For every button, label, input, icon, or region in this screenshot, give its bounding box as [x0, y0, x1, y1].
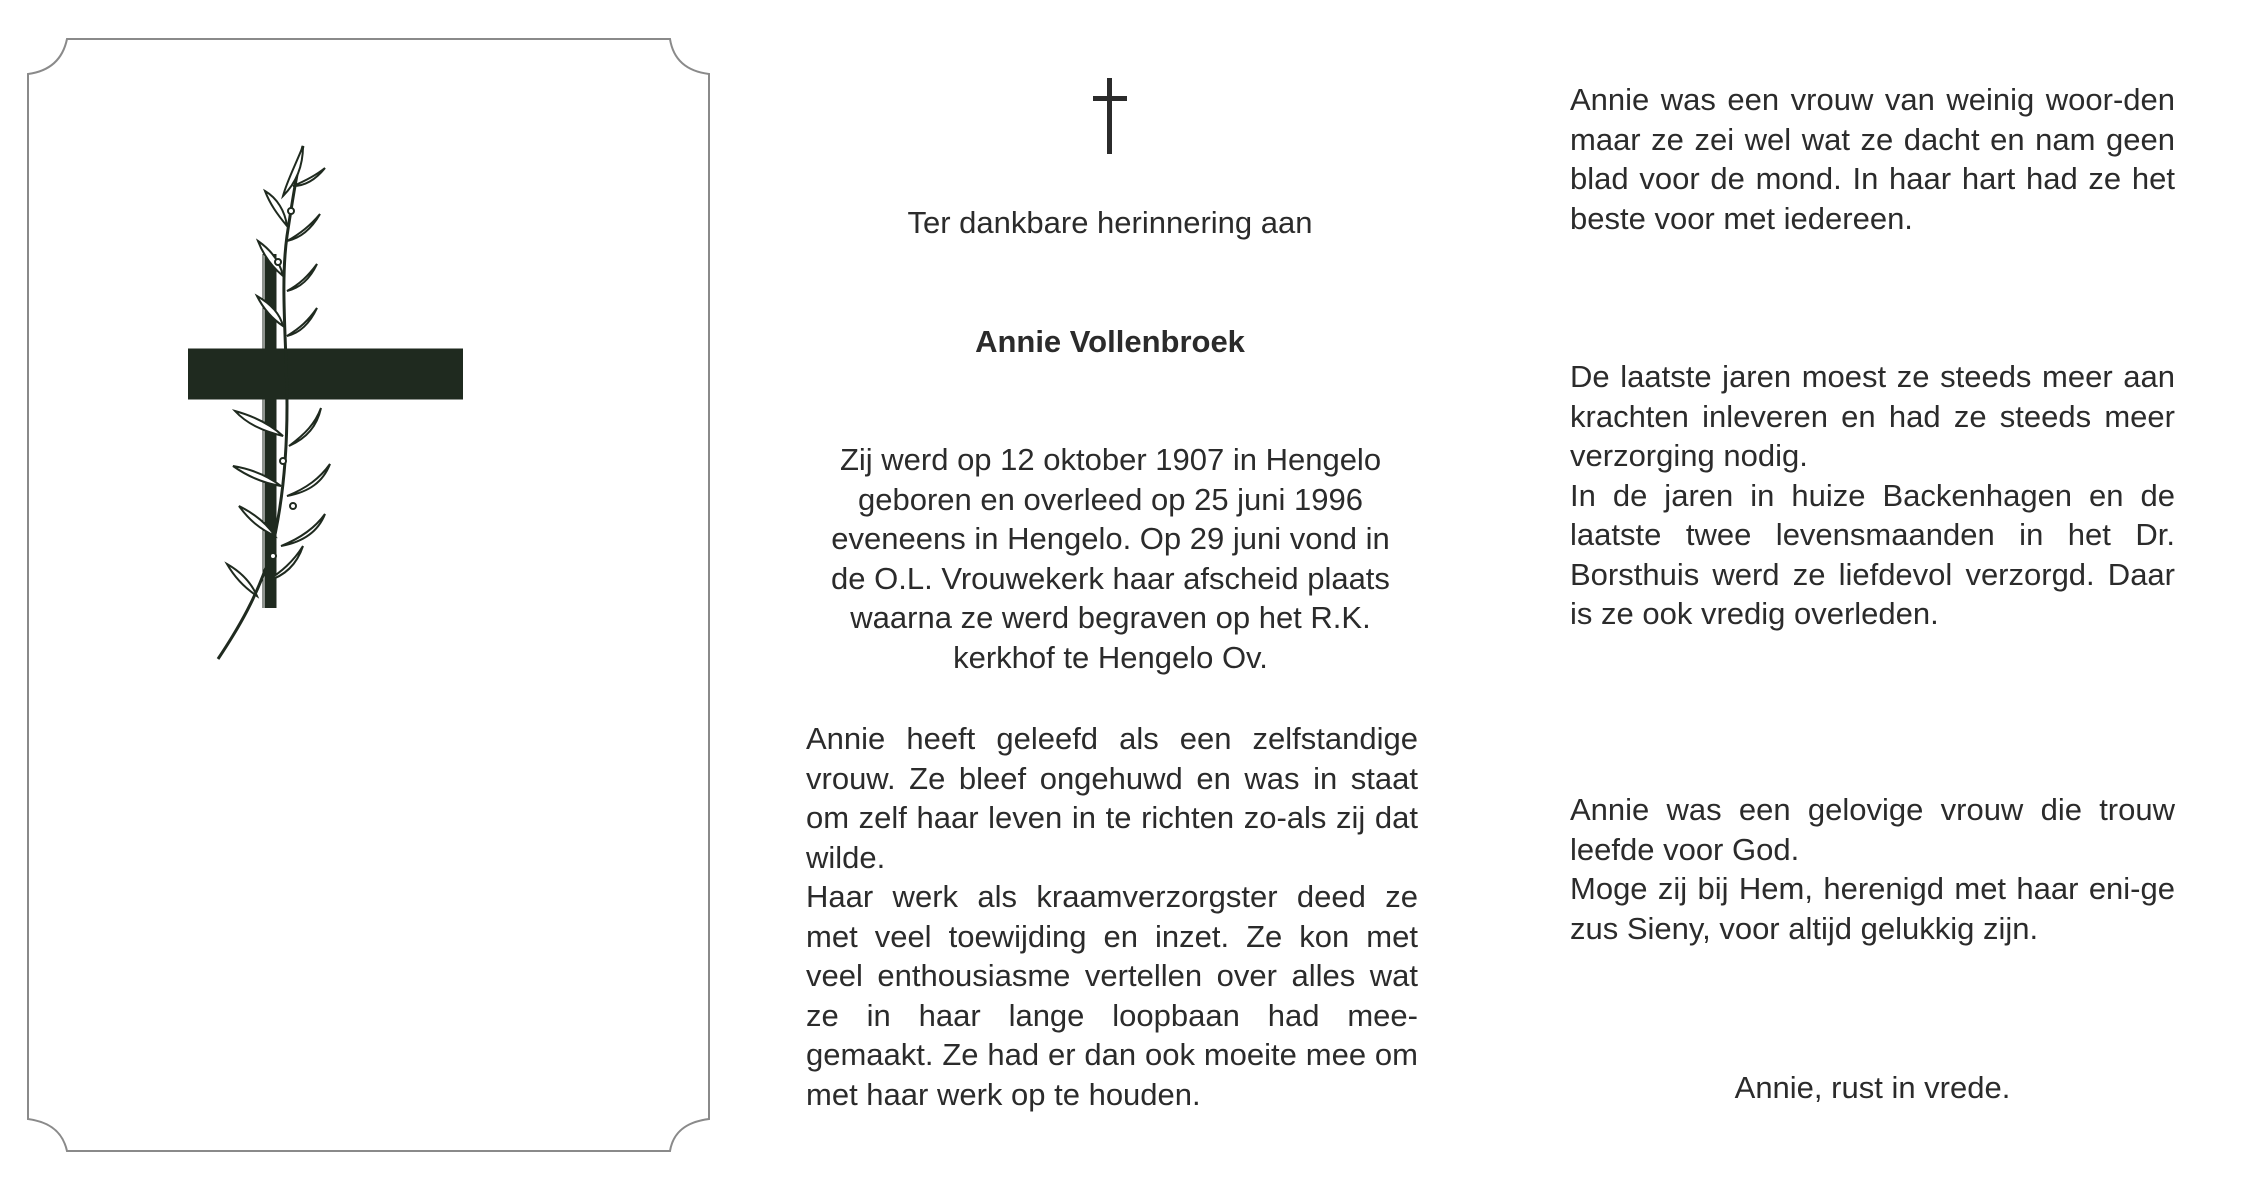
life-paragraph: Annie heeft geleefd als een zelfstandige vrouw. Ze bleef ongehuwd en was in staat om zelf haar leven in te richten zo-als zij dat wilde. — [806, 721, 1418, 875]
care-section — [1570, 357, 2175, 634]
care-paragraph: De laatste jaren moest ze steeds meer aan krachten inleveren en had ze steeds meer verzorging nodig. — [1570, 359, 2175, 473]
card-border — [28, 39, 709, 1151]
intro-text: Ter dankbare herinnering aan — [907, 205, 1313, 240]
character-paragraph: Annie was een vrouw van weinig woor-den maar ze zei wel wat ze dacht en nam geen blad voor de mond. In haar hart had ze het beste voor met iedereen. — [1570, 82, 2175, 236]
bio-line: eveneens in Hengelo. Op 29 juni vond in — [831, 521, 1390, 556]
care-paragraph: In de jaren in huize Backenhagen en de laatste twee levensmaanden in het Dr. Borsthuis werd ze liefdevol verzorgd. Daar is ze ook vredig overleden. — [1570, 477, 2175, 631]
faith-section — [1570, 790, 2175, 948]
life-paragraph: Haar werk als kraamverzorgster deed ze met veel toewijding en inzet. Ze kon met veel enthousiasme vertellen over alles wat ze in haar lange loopbaan had mee-gemaakt. Ze had er dan ook moeite mee om met haar werk op te houden. — [806, 879, 1418, 1112]
bio-line: waarna ze werd begraven op het R.K. — [850, 600, 1371, 635]
deceased-name: Annie Vollenbroek — [975, 324, 1245, 359]
cross-with-olive-branch-icon — [25, 36, 712, 1154]
cross-icon — [1085, 78, 1135, 154]
card-front-panel — [25, 36, 712, 1154]
bio-line: Zij werd op 12 oktober 1907 in Hengelo — [839, 442, 1382, 477]
faith-paragraph: Annie was een gelovige vrouw die trouw leefde voor God. — [1570, 792, 2175, 867]
bio-line: de O.L. Vrouwekerk haar afscheid plaats — [831, 560, 1390, 596]
life-section — [806, 719, 1418, 1114]
faith-paragraph: Moge zij bij Hem, herenigd met haar eni-ge zus Sieny, voor altijd gelukkig zijn. — [1570, 871, 2175, 946]
bio-line: geboren en overleed op 25 juni 1996 — [857, 481, 1364, 517]
bio-line: kerkhof te Hengelo Ov. — [953, 639, 1268, 675]
closing-line: Annie, rust in vrede. — [1734, 1070, 2011, 1105]
bio-paragraph — [808, 440, 1413, 677]
